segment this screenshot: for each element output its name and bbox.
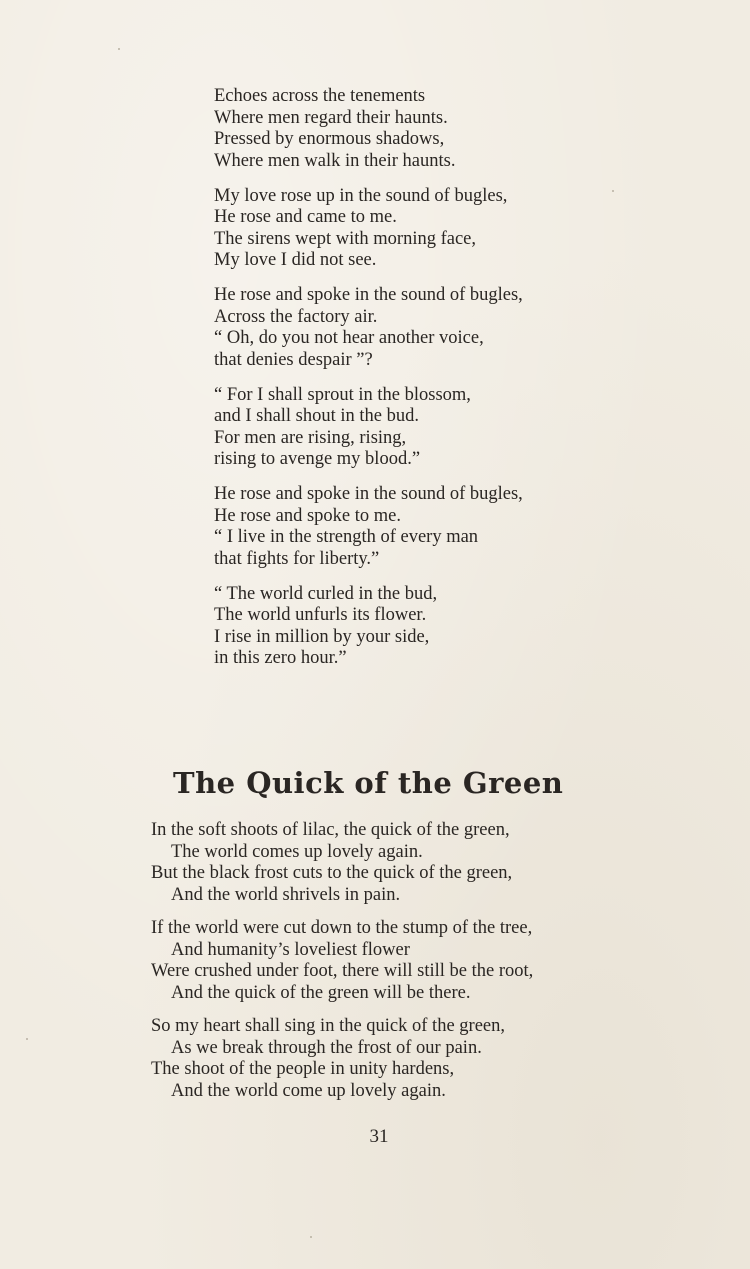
poem-title: The Quick of the Green bbox=[173, 766, 564, 800]
poem-line: And humanity’s loveliest flower bbox=[171, 939, 410, 960]
poem-line: The world unfurls its flower. bbox=[214, 605, 427, 625]
poem-line: The world comes up lovely again. bbox=[171, 841, 423, 862]
poem-line: Where men regard their haunts. bbox=[214, 107, 448, 128]
poem-line: “ For I shall sprout in the blossom, bbox=[214, 384, 471, 405]
poem-line: and I shall shout in the bud. bbox=[214, 406, 420, 426]
poem-line: Pressed by enormous shadows, bbox=[214, 129, 445, 149]
poem-line: The sirens wept with morning face, bbox=[214, 228, 477, 249]
poem-line: that denies despair ”? bbox=[214, 349, 373, 370]
stanza bbox=[214, 484, 634, 570]
poem-line: My love I did not see. bbox=[214, 250, 377, 270]
poem-line: I rise in million by your side, bbox=[214, 626, 430, 647]
poem-line: But the black frost cuts to the quick of the green, bbox=[151, 863, 513, 883]
poem-line: in this zero hour.” bbox=[214, 648, 347, 668]
poem-line: that fights for liberty.” bbox=[214, 548, 380, 569]
poem-continued bbox=[214, 86, 634, 683]
poem-line: “ I live in the strength of every man bbox=[214, 527, 479, 547]
poem-line: As we break through the frost of our pain. bbox=[171, 1037, 482, 1058]
poem-line: My love rose up in the sound of bugles, bbox=[214, 185, 508, 206]
stanza bbox=[214, 385, 634, 471]
poem-line: In the soft shoots of lilac, the quick of the green, bbox=[151, 820, 510, 840]
stanza bbox=[214, 86, 634, 172]
poem-line: And the quick of the green will be there. bbox=[171, 982, 471, 1003]
poem-line: He rose and spoke in the sound of bugles, bbox=[214, 285, 523, 305]
stanza bbox=[214, 584, 634, 670]
poem-line: If the world were cut down to the stump of the tree, bbox=[151, 918, 533, 938]
stanza bbox=[151, 918, 631, 1004]
poem-line: For men are rising, rising, bbox=[214, 427, 407, 448]
paper-speck bbox=[118, 48, 120, 50]
poem-line: Were crushed under foot, there will still be the root, bbox=[151, 961, 534, 981]
poem-line: Across the factory air. bbox=[214, 306, 378, 327]
poem-line: And the world shrivels in pain. bbox=[171, 884, 401, 905]
poem-line: “ Oh, do you not hear another voice, bbox=[214, 328, 484, 348]
stanza bbox=[214, 285, 634, 371]
poem-line: Echoes across the tenements bbox=[214, 86, 426, 106]
poem-quick-of-the-green bbox=[151, 820, 631, 1114]
poem-line: rising to avenge my blood.” bbox=[214, 449, 421, 469]
poem-line: The shoot of the people in unity hardens, bbox=[151, 1059, 455, 1079]
stanza bbox=[151, 820, 631, 906]
paper-speck bbox=[26, 1038, 28, 1040]
poem-line: And the world come up lovely again. bbox=[171, 1080, 446, 1101]
poem-line: Where men walk in their haunts. bbox=[214, 150, 456, 171]
poem-line: He rose and spoke to me. bbox=[214, 505, 402, 526]
paper-speck bbox=[310, 1236, 312, 1238]
poem-line: He rose and came to me. bbox=[214, 207, 397, 227]
stanza bbox=[214, 186, 634, 272]
stanza bbox=[151, 1016, 631, 1102]
page-number: 31 bbox=[369, 1126, 389, 1147]
poem-line: He rose and spoke in the sound of bugles, bbox=[214, 484, 523, 504]
poem-line: “ The world curled in the bud, bbox=[214, 583, 438, 604]
poem-line: So my heart shall sing in the quick of the green, bbox=[151, 1016, 505, 1036]
